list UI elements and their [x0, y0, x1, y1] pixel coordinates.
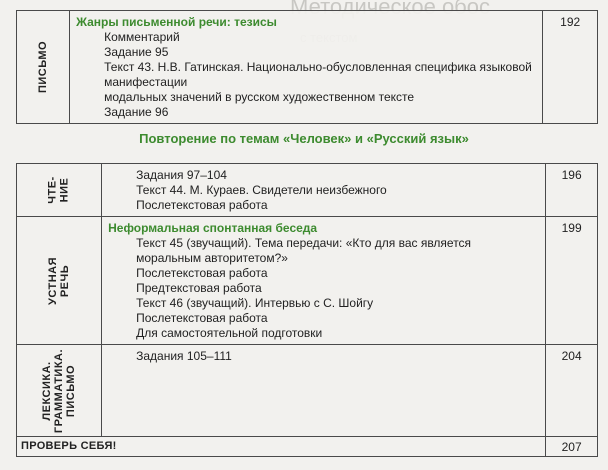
toc-table-top — [16, 10, 598, 124]
section-title: Повторение по темам «Человек» и «Русский язык» — [139, 131, 469, 146]
toc-line: Текст 45 (звучащий). Тема передачи: «Кто для вас является моральным авторитетом?» — [136, 236, 472, 265]
toc-entry-speech — [102, 217, 546, 345]
toc-line: Для самостоятельной подготовки — [136, 326, 323, 340]
toc-entry-lexis — [102, 345, 546, 437]
page-number: 207 — [546, 437, 598, 457]
toc-line: Комментарий — [104, 30, 180, 44]
section-heading: Неформальная спонтанная беседа — [108, 221, 318, 235]
toc-line: Послетекстовая работа — [136, 311, 268, 325]
toc-table-bottom — [16, 163, 598, 457]
toc-line: Текст 46 (звучащий). Интервью с С. Шойгу — [136, 296, 374, 310]
toc-line: модальных значений в русском художественном тексте — [104, 90, 415, 104]
toc-line: Задание 96 — [104, 105, 169, 119]
page-number: 199 — [546, 217, 598, 345]
side-label-speech: УСТНАЯ РЕЧЬ — [17, 217, 102, 345]
side-label-lexis: ЛЕКСИКА. ГРАММАТИКА. ПИСЬМО — [17, 345, 102, 437]
toc-entry-reading — [102, 164, 546, 217]
toc-line: Текст 43. Н.В. Гатинская. Национально-обусловленная специфика языковой манифестации — [104, 60, 532, 89]
toc-entry-theses — [70, 11, 543, 124]
toc-line: Послетекстовая работа — [136, 198, 268, 212]
toc-line: Задание 95 — [104, 45, 169, 59]
side-label-writing: ПИСЬМО — [17, 11, 70, 124]
self-check-label: ПРОВЕРЬ СЕБЯ! — [17, 437, 546, 457]
page-number: 196 — [546, 164, 598, 217]
section-heading: Жанры письменной речи: тезисы — [76, 15, 277, 29]
toc-line: Послетекстовая работа — [136, 266, 268, 280]
side-label-reading: ЧТЕ- НИЕ — [17, 164, 102, 217]
toc-line: Текст 44. М. Кураев. Свидетели неизбежного — [136, 183, 387, 197]
toc-line: Задания 105–111 — [136, 349, 232, 363]
toc-line: Задания 97–104 — [136, 168, 227, 182]
page-number: 204 — [546, 345, 598, 437]
toc-line: Предтекстовая работа — [136, 281, 262, 295]
page-number: 192 — [543, 11, 598, 124]
